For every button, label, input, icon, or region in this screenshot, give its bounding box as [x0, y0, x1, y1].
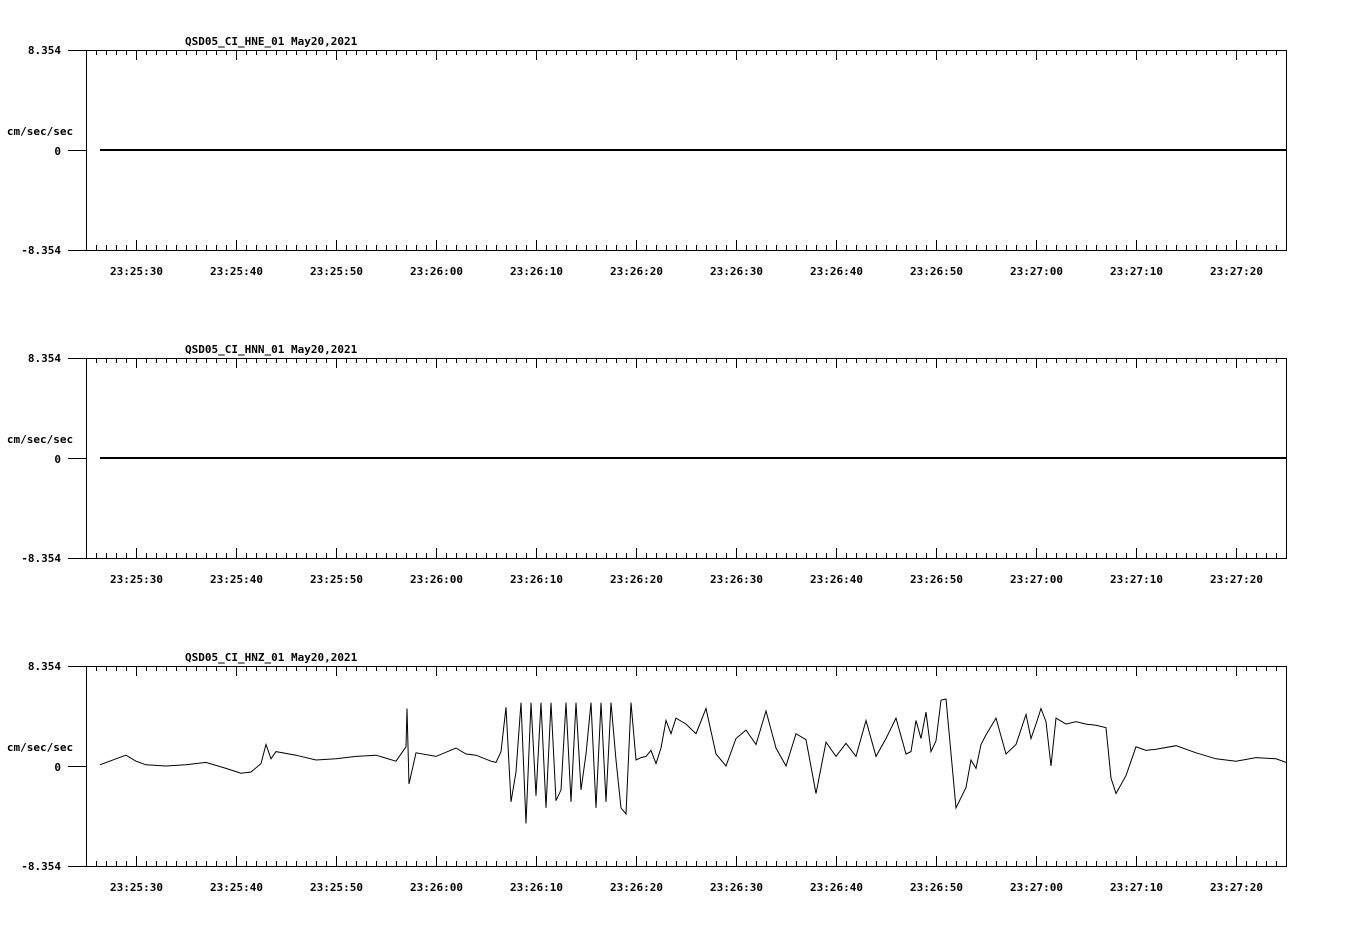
- x-tick-label: 23:26:40: [810, 881, 863, 894]
- x-tick-label: 23:26:20: [610, 265, 663, 278]
- x-tick-label: 23:26:20: [610, 573, 663, 586]
- x-tick-label: 23:26:30: [710, 573, 763, 586]
- x-tick-label: 23:27:00: [1010, 265, 1063, 278]
- y-tick-label: 8.354: [27, 44, 61, 57]
- x-tick-label: 23:26:50: [910, 881, 963, 894]
- y-tick-label: 8.354: [27, 352, 61, 365]
- x-tick-label: 23:25:40: [210, 573, 263, 586]
- waveform-trace: [100, 699, 1286, 824]
- x-tick-label: 23:25:30: [110, 881, 163, 894]
- x-tick-label: 23:27:10: [1110, 265, 1163, 278]
- x-tick-label: 23:25:50: [310, 573, 363, 586]
- y-tick-label: 0: [54, 145, 61, 158]
- x-tick-label: 23:26:10: [510, 573, 563, 586]
- x-tick-label: 23:25:50: [310, 881, 363, 894]
- y-tick-label: -8.354: [21, 244, 61, 257]
- y-axis-label: cm/sec/sec: [6, 125, 74, 138]
- x-tick-label: 23:26:20: [610, 881, 663, 894]
- x-tick-label: 23:25:40: [210, 881, 263, 894]
- y-tick-label: 0: [54, 453, 61, 466]
- x-tick-label: 23:25:50: [310, 265, 363, 278]
- x-tick-label: 23:27:10: [1110, 573, 1163, 586]
- x-tick-label: 23:26:00: [410, 881, 463, 894]
- y-tick-label: 0: [54, 761, 61, 774]
- x-tick-label: 23:27:20: [1210, 881, 1263, 894]
- x-tick-label: 23:26:30: [710, 881, 763, 894]
- y-axis-label: cm/sec/sec: [6, 741, 74, 754]
- chart-title: QSD05_CI_HNZ_01 May20,2021: [185, 651, 358, 664]
- trace-panel-1: [7, 35, 1287, 278]
- y-tick-label: -8.354: [21, 860, 61, 873]
- x-tick-label: 23:26:00: [410, 265, 463, 278]
- y-tick-label: -8.354: [21, 552, 61, 565]
- x-tick-label: 23:26:40: [810, 265, 863, 278]
- x-tick-label: 23:26:10: [510, 881, 563, 894]
- y-tick-label: 8.354: [27, 660, 61, 673]
- chart-title: QSD05_CI_HNE_01 May20,2021: [185, 35, 358, 48]
- x-tick-label: 23:25:40: [210, 265, 263, 278]
- x-tick-label: 23:26:50: [910, 573, 963, 586]
- y-axis-label: cm/sec/sec: [6, 433, 74, 446]
- x-tick-label: 23:27:20: [1210, 573, 1263, 586]
- trace-panel-2: [7, 343, 1287, 586]
- x-tick-label: 23:27:00: [1010, 881, 1063, 894]
- x-tick-label: 23:25:30: [110, 265, 163, 278]
- x-tick-label: 23:27:10: [1110, 881, 1163, 894]
- trace-panel-3: [7, 651, 1287, 894]
- x-tick-label: 23:27:00: [1010, 573, 1063, 586]
- x-tick-label: 23:26:10: [510, 265, 563, 278]
- x-tick-label: 23:26:50: [910, 265, 963, 278]
- x-tick-label: 23:25:30: [110, 573, 163, 586]
- x-tick-label: 23:27:20: [1210, 265, 1263, 278]
- chart-title: QSD05_CI_HNN_01 May20,2021: [185, 343, 358, 356]
- x-tick-label: 23:26:00: [410, 573, 463, 586]
- x-tick-label: 23:26:30: [710, 265, 763, 278]
- plot-frame: [87, 667, 1287, 867]
- x-tick-label: 23:26:40: [810, 573, 863, 586]
